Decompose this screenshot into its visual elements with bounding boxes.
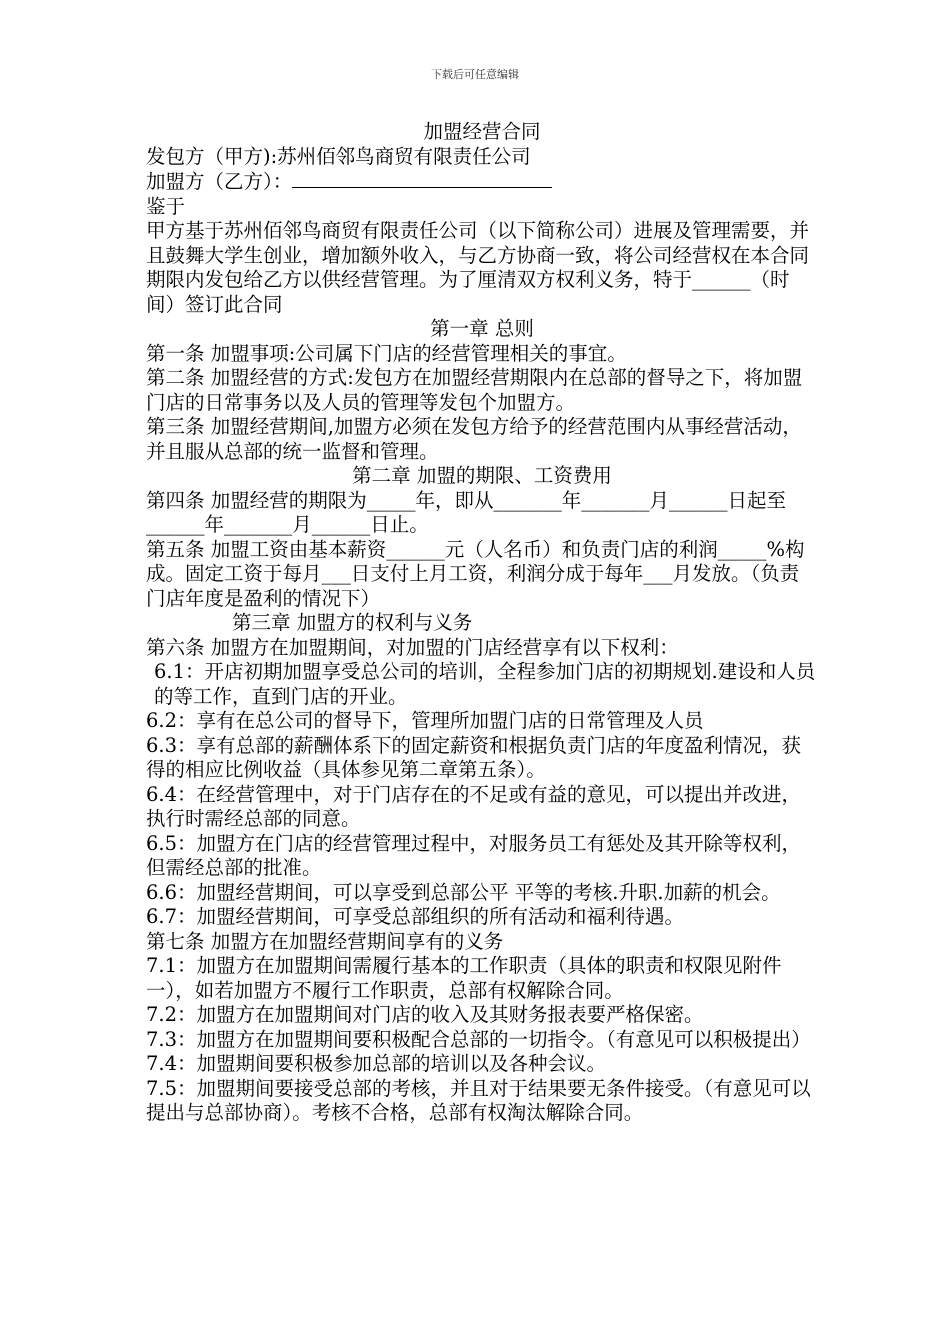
preamble: 甲方基于苏州佰邻鸟商贸有限责任公司（以下简称公司）进展及管理需要，并且鼓舞大学生创业，增加额外收入，与乙方协商一致，将公司经营权在本合同期限内发包给乙方以供经营管理。为了厘清双方权利义务，特于______（时间）签订此合同	[146, 219, 810, 316]
clause-6-3: 6.3：享有总部的薪酬体系下的固定薪资和根据负责门店的年度盈利情况，获得的相应比例收益（具体参见第二章第五条）。	[146, 733, 802, 781]
header-note: 下载后可任意编辑	[431, 68, 519, 81]
clause-7-1: 7.1：加盟方在加盟期间需履行基本的工作职责（具体的职责和权限见附件一），如若加盟方不履行工作职责，总部有权解除合同。	[146, 954, 782, 1002]
article-2: 第二条 加盟经营的方式:发包方在加盟经营期限内在总部的督导之下，将加盟门店的日常事务以及人员的管理等发包个加盟方。	[146, 366, 803, 414]
contract-title: 加盟经营合同	[423, 120, 541, 143]
article-6: 第六条 加盟方在加盟期间，对加盟的门店经营享有以下权利：	[146, 635, 679, 659]
clause-7-3: 7.3：加盟方在加盟期间要积极配合总部的一切指令。（有意见可以积极提出）	[146, 1027, 811, 1051]
clause-6-5: 6.5：加盟方在门店的经营管理过程中，对服务员工有惩处及其开除等权利，但需经总部的批准。	[146, 831, 802, 879]
chapter-1-heading: 第一章 总则	[430, 317, 534, 340]
whereas: 鉴于	[146, 194, 186, 218]
article-5: 第五条 加盟工资由基本薪资______元（人名币）和负责门店的利润_____%构成。固定工资于每月___日支付上月工资，利润分成于每年___月发放。（负责门店年度是盈利的情况下）	[146, 537, 805, 610]
chapter-2-heading: 第二章 加盟的期限、工资费用	[352, 464, 612, 487]
party-a: 发包方（甲方):苏州佰邻鸟商贸有限责任公司	[146, 144, 531, 168]
article-3: 第三条 加盟经营期间,加盟方必须在发包方给予的经营范围内从事经营活动，并且服从总部的统一监督和管理。	[146, 415, 802, 463]
clause-7-5: 7.5：加盟期间要接受总部的考核，并且对于结果要无条件接受。（有意见可以提出与总部协商）。考核不合格，总部有权淘汰解除合同。	[146, 1076, 811, 1124]
party-b-label: 加盟方（乙方）：	[146, 170, 293, 193]
clause-6-4: 6.4：在经营管理中，对于门店存在的不足或有益的意见，可以提出并改进，执行时需经总部的同意。	[146, 782, 802, 830]
party-b-blank	[292, 169, 552, 188]
clause-7-2: 7.2：加盟方在加盟期间对门店的收入及其财务报表要严格保密。	[146, 1003, 704, 1026]
clause-6-7: 6.7：加盟经营期间，可享受总部组织的所有活动和福利待遇。	[146, 905, 685, 928]
article-1: 第一条 加盟事项:公司属下门店的经营管理相关的事宜。	[146, 341, 627, 365]
chapter-3-heading: 第三章 加盟方的权利与义务	[232, 611, 473, 634]
clause-7-4: 7.4：加盟期间要积极参加总部的培训以及各种会议。	[146, 1052, 607, 1075]
clause-6-1: 6.1：开店初期加盟享受总公司的培训，全程参加门店的初期规划.建设和人员的等工作，直到门店的开业。	[154, 660, 816, 708]
contract-body	[146, 120, 818, 1126]
article-4: 第四条 加盟经营的期限为_____年，即从_______年_______月______日起至______年_______月______日止。	[146, 488, 786, 536]
article-7: 第七条 加盟方在加盟经营期间享有的义务	[146, 929, 504, 953]
clause-6-2: 6.2：享有在总公司的督导下，管理所加盟门店的日常管理及人员	[146, 709, 704, 732]
party-b-line	[146, 169, 818, 195]
clause-6-6: 6.6：加盟经营期间，可以享受到总部公平 平等的考核.升职.加薪的机会。	[146, 880, 781, 904]
